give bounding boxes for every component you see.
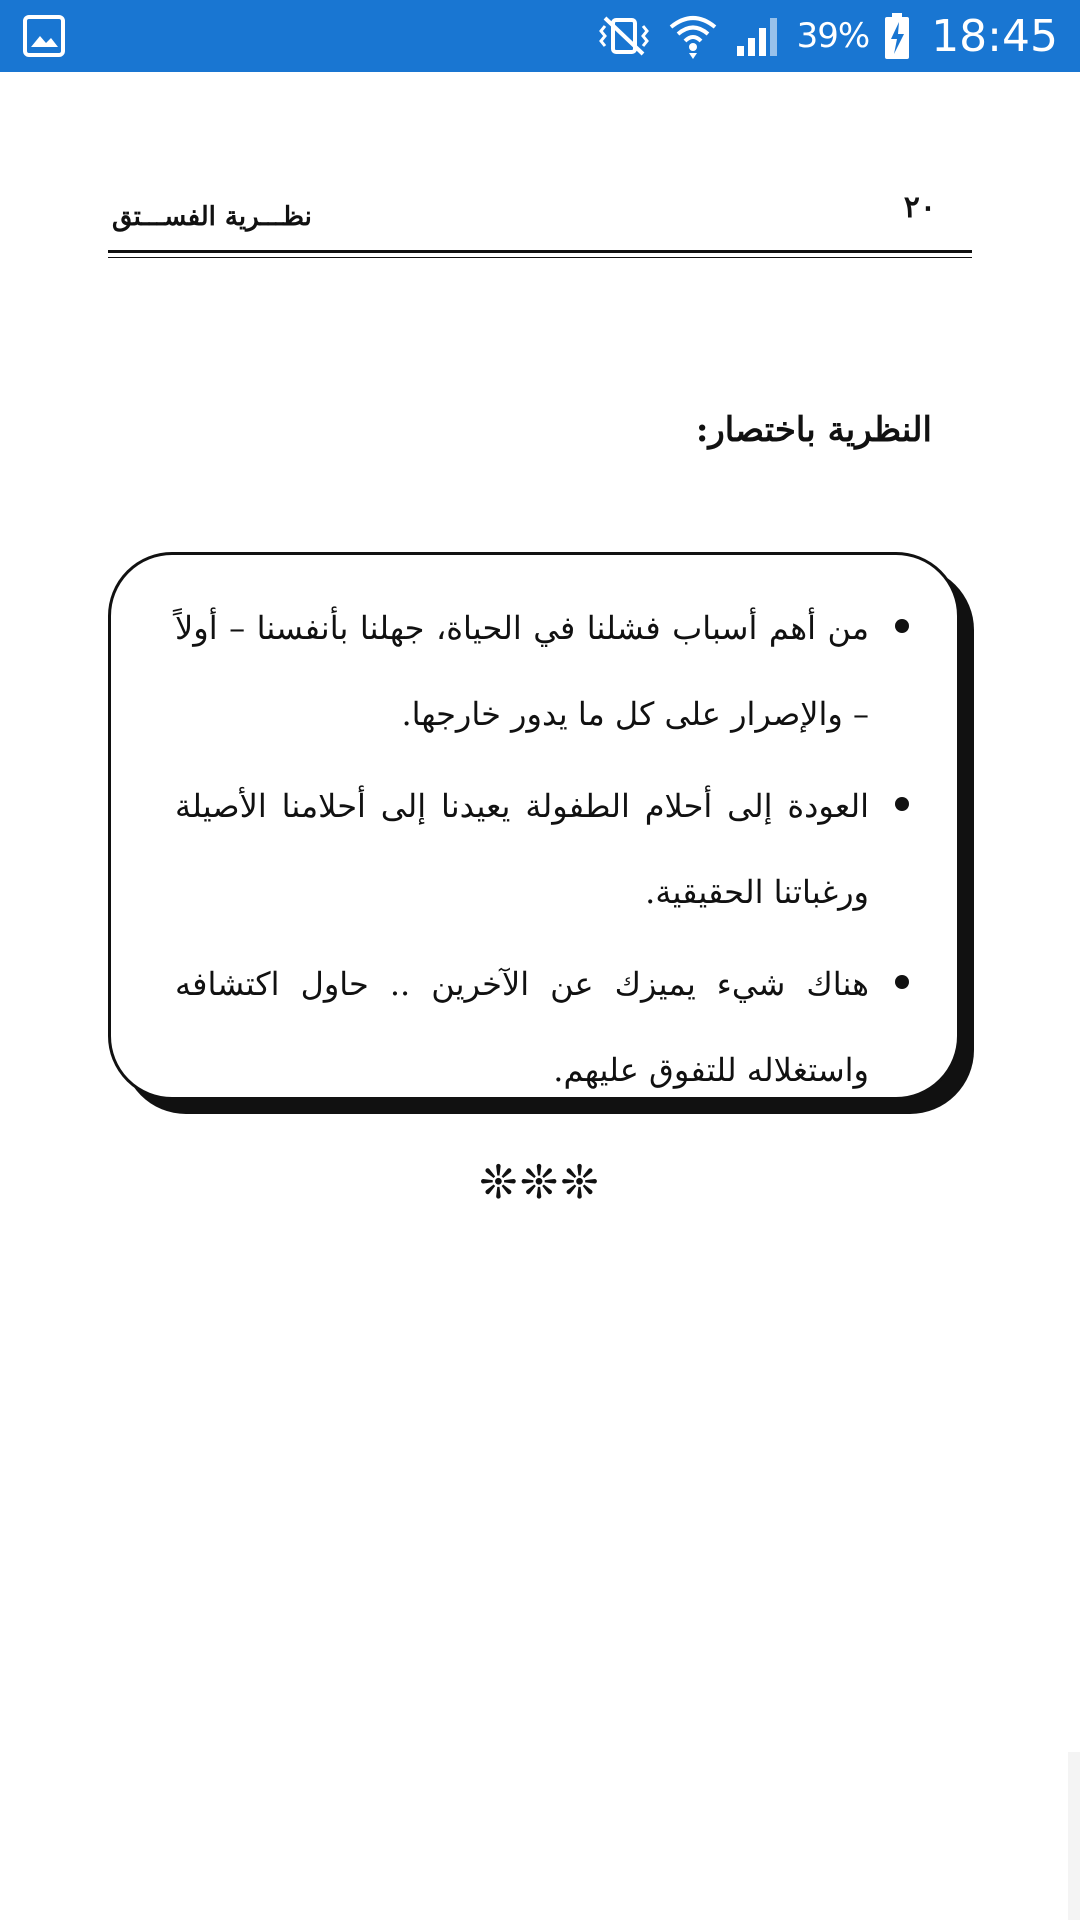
summary-item-text: من أهم أسباب فشلنا في الحياة، جهلنا بأنفسنا – أولاً – والإصرار على كل ما يدور خارجها. <box>175 609 869 733</box>
clock: 18:45 <box>931 10 1058 62</box>
header-rule-thin <box>108 257 972 258</box>
status-bar <box>0 0 1080 72</box>
header-rule <box>108 250 972 253</box>
wifi-icon <box>667 11 719 61</box>
section-heading: النظرية باختصار: <box>695 410 932 450</box>
status-icons <box>595 0 1058 72</box>
summary-list <box>175 585 911 1113</box>
page-number: ٢٠ <box>903 190 936 225</box>
book-title: نظـــرية الفســـتق <box>112 202 312 232</box>
bullet-icon <box>895 975 909 989</box>
summary-item <box>175 585 911 757</box>
gallery-icon[interactable] <box>22 14 66 58</box>
bullet-icon <box>895 797 909 811</box>
summary-item <box>175 763 911 935</box>
battery-charging-icon <box>883 12 911 60</box>
summary-item-text: هناك شيء يميزك عن الآخرين .. حاول اكتشافه واستغلاله للتفوق عليهم. <box>175 965 869 1089</box>
section-separator: ❊❊❊ <box>479 1155 601 1209</box>
scroll-indicator[interactable] <box>1068 1752 1080 1920</box>
battery-percent: 39% <box>796 16 870 56</box>
vibrate-mute-icon <box>595 14 653 58</box>
summary-box <box>108 552 960 1100</box>
summary-item <box>175 941 911 1113</box>
summary-item-text: العودة إلى أحلام الطفولة يعيدنا إلى أحلامنا الأصيلة ورغباتنا الحقيقية. <box>175 787 870 911</box>
signal-icon <box>733 14 783 58</box>
bullet-icon <box>895 619 909 633</box>
